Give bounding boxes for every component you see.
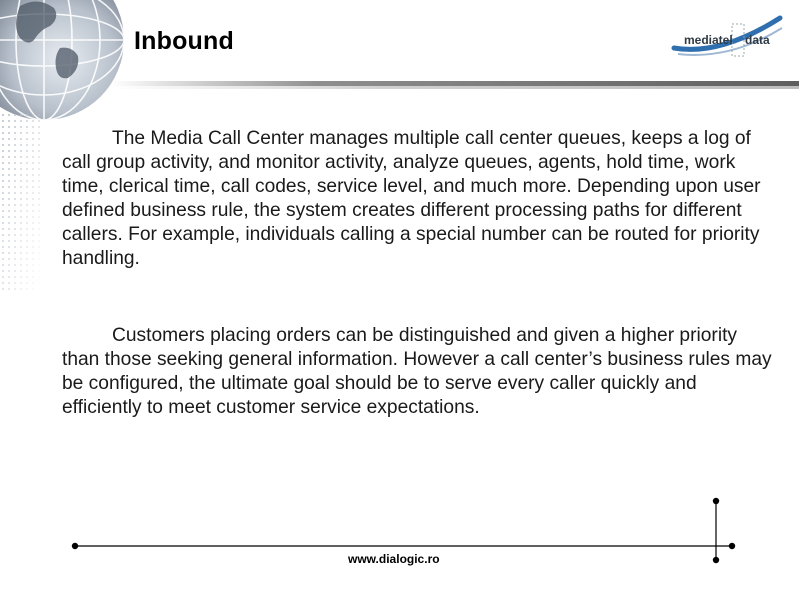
logo-text-data: data — [745, 33, 770, 47]
footer-dot-right — [729, 543, 735, 549]
header-divider-shadow — [110, 86, 799, 89]
paragraph-1 — [62, 127, 778, 271]
footer-dot-left — [72, 543, 78, 549]
paragraph-2 — [62, 324, 778, 420]
footer-dot-bottom — [713, 557, 719, 563]
slide-title: Inbound — [134, 27, 234, 55]
dot-grid-decoration — [0, 112, 40, 292]
logo-text-mediatel: mediatel — [684, 33, 733, 47]
footer-url: www.dialogic.ro — [348, 552, 440, 566]
paragraph-1-text: The Media Call Center manages multiple call center queues, keeps a log of call group activity, and monitor activity, analyze queues, agents, hold time, work time, clerical time, call codes, service level, and much more. Depending upon user defined business rule, the system creates different processing paths for different callers. For example, individuals calling a special number can be routed for priority handling. — [62, 128, 761, 269]
footer-dot-top — [713, 498, 719, 504]
globe-icon — [0, 0, 128, 124]
paragraph-2-text: Customers placing orders can be distinguished and given a higher priority than those seeking general information. However a call center’s business rules may be configured, the ultimate goal should be to serve every caller quickly and efficiently to meet customer service expectations. — [62, 325, 772, 418]
